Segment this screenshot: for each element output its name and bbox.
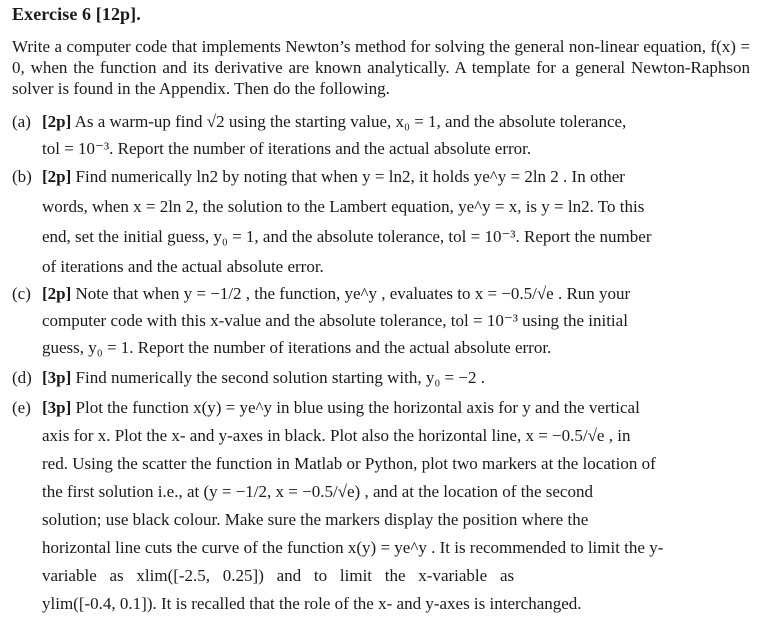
intro-line: Write a computer code that implements Newton’s method for solving the general non-linear	[12, 37, 639, 56]
item-e	[12, 394, 750, 618]
item-points: [3p]	[42, 398, 72, 417]
exercise-title: Exercise 6 [12p].	[12, 4, 141, 24]
item-line: end, set the initial guess, y₀ = 1, and the absolute tolerance, tol = 10⁻³. Report the number	[42, 227, 652, 246]
item-c	[12, 280, 750, 361]
item-line: computer code with this x-value and the absolute tolerance, tol = 10⁻³ using the initial	[42, 311, 628, 330]
intro-line: equation, f(x) = 0, when the function and its derivative are known analytically. A template for	[12, 37, 750, 77]
item-line: red. Using the scatter the function in Matlab or Python, plot two markers at the location of	[42, 454, 656, 473]
item-tag: (b)	[12, 167, 32, 186]
item-tag: (c)	[12, 284, 31, 303]
item-tag: (e)	[12, 398, 31, 417]
item-line: axis for x. Plot the x- and y-axes in black. Plot also the horizontal line, x = −0.5/√e , in	[42, 426, 631, 445]
item-d	[12, 364, 750, 391]
intro-line: a general Newton-Raphson solver is found in the Appendix. Then do the following.	[12, 58, 750, 98]
item-line: horizontal line cuts the curve of the function x(y) = ye^y . It is recommended to limit the y-	[42, 538, 664, 557]
item-points: [3p]	[42, 368, 72, 387]
item-line: tol = 10⁻³. Report the number of iterations and the actual absolute error.	[42, 139, 532, 158]
item-points: [2p]	[42, 284, 72, 303]
item-points: [2p]	[42, 167, 72, 186]
item-line: solution; use black colour. Make sure the markers display the position where the	[42, 510, 589, 529]
item-line: Plot the function x(y) = ye^y in blue using the horizontal axis for y and the vertical	[75, 398, 640, 417]
item-b	[12, 162, 750, 282]
item-line: variable as xlim([-2.5, 0.25]) and to limit the x-variable as	[42, 566, 515, 585]
exercise-intro	[12, 36, 750, 99]
item-a	[12, 108, 750, 162]
item-line: As a warm-up find √2 using the starting value, x₀ = 1, and the absolute tolerance,	[74, 112, 627, 131]
item-tag: (a)	[12, 112, 31, 131]
item-line: Find numerically the second solution starting with, y₀ = −2 .	[75, 368, 485, 387]
item-points: [2p]	[42, 112, 72, 131]
item-line: the first solution i.e., at (y = −1/2, x = −0.5/√e) , and at the location of the second	[42, 482, 593, 501]
item-line: Find numerically ln2 by noting that when y = ln2, it holds ye^y = 2ln 2 . In other	[75, 167, 625, 186]
item-line: of iterations and the actual absolute error.	[42, 257, 324, 276]
item-line: words, when x = 2ln 2, the solution to the Lambert equation, ye^y = x, is y = ln2. To this	[42, 197, 645, 216]
item-line: Note that when y = −1/2 , the function, ye^y , evaluates to x = −0.5/√e . Run your	[75, 284, 631, 303]
item-line: guess, y₀ = 1. Report the number of iterations and the actual absolute error.	[42, 338, 552, 357]
item-line: ylim([-0.4, 0.1]). It is recalled that the role of the x- and y-axes is interchanged.	[42, 594, 582, 613]
item-tag: (d)	[12, 368, 32, 387]
